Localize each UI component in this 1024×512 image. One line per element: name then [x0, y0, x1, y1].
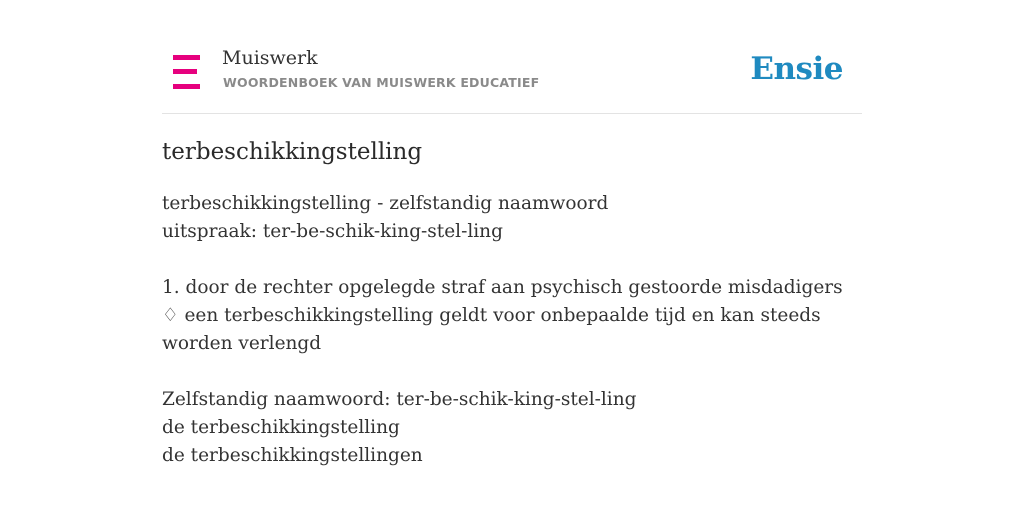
- entry-pronunciation: uitspraak: ter-be-schik-king-stel-ling: [162, 221, 503, 242]
- dictionary-card: [162, 0, 862, 512]
- brand-name[interactable]: Muiswerk: [222, 47, 318, 69]
- entry-headline: terbeschikkingstelling - zelfstandig naamwoord: [162, 193, 609, 214]
- entry-grammar: Zelfstandig naamwoord: ter-be-schik-king-stel-ling: [162, 389, 637, 410]
- entry-definition: 1. door de rechter opgelegde straf aan psychisch gestoorde misdadigers: [162, 277, 843, 298]
- entry-example: ♢ een terbeschikkingstelling geldt voor onbepaalde tijd en kan steeds worden verlengd: [162, 305, 821, 354]
- dictionary-entry: [162, 190, 862, 470]
- site-header: [162, 0, 862, 114]
- entry-plural: de terbeschikkingstellingen: [162, 445, 423, 466]
- spacer: [162, 246, 862, 274]
- ensie-logo[interactable]: Ensie: [750, 51, 843, 87]
- entry-singular: de terbeschikkingstelling: [162, 417, 400, 438]
- page-title: terbeschikkingstelling: [162, 139, 423, 165]
- spacer: [162, 358, 862, 386]
- brand-subtitle: WOORDENBOEK VAN MUISWERK EDUCATIEF: [223, 75, 540, 90]
- muiswerk-logo-icon[interactable]: [173, 55, 200, 89]
